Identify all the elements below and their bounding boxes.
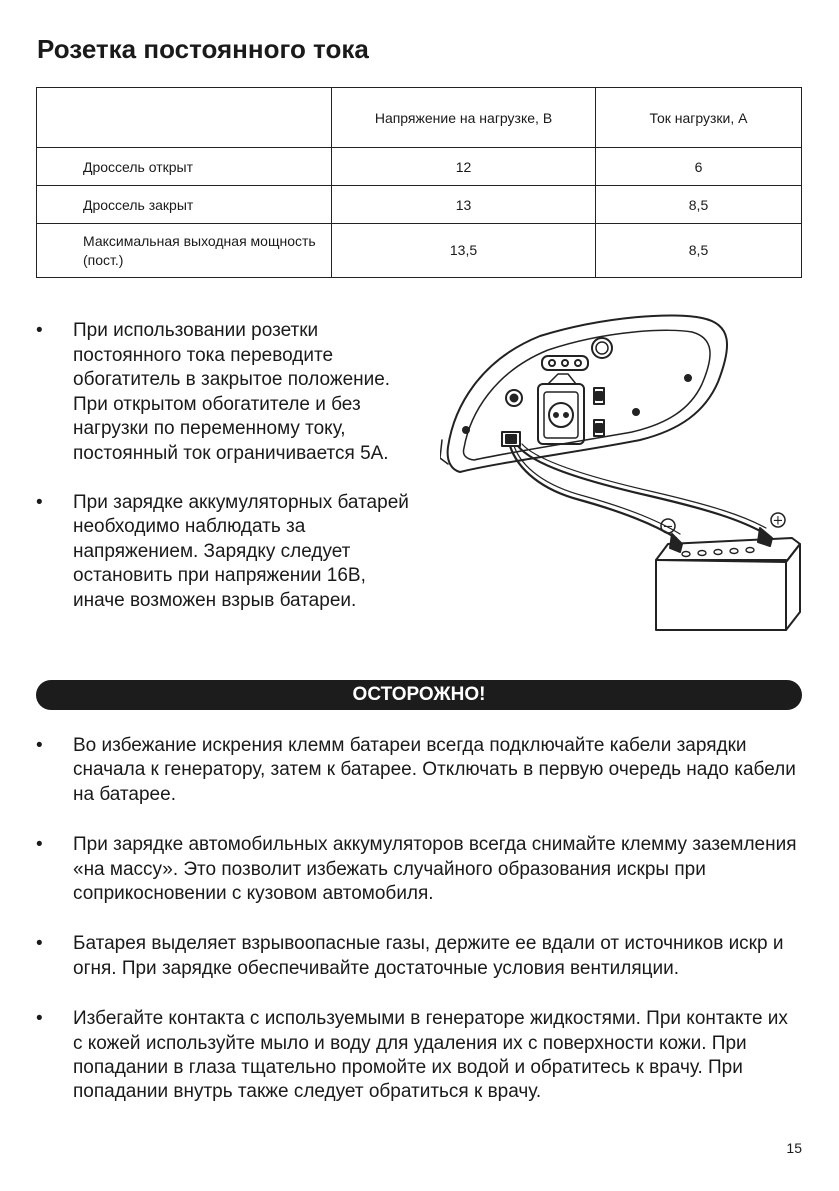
dc-terminal-core xyxy=(506,435,516,443)
list-item: • При зарядке аккумуляторных батарей необходимо наблюдать за напряжением. Зарядку следует остановить при напряжении 16В, иначе возможен взрыв батареи. xyxy=(36,491,416,614)
bullet-list-dc xyxy=(36,319,416,638)
table-row xyxy=(37,148,802,186)
table-cell: 13,5 xyxy=(332,224,596,278)
page-number: 15 xyxy=(786,1140,802,1156)
table-header-cell: Напряжение на нагрузке, В xyxy=(332,88,596,148)
page-title: Розетка постоянного тока xyxy=(37,34,369,64)
list-item: • При использовании розетки постоянного тока переводите обогатитель в закрытое положение. При открытом обогатителе и без нагрузки по переменному току, постоянный ток ограничивается 5А. xyxy=(36,319,416,467)
negative-cable-edge xyxy=(514,446,680,534)
screw-icon xyxy=(463,427,469,433)
list-item: • Батарея выделяет взрывоопасные газы, держите ее вдали от источников искр и огня. При зарядке обеспечивайте достаточные условия вентиляции. xyxy=(36,932,802,981)
table-cell: Дроссель закрыт xyxy=(37,186,332,224)
list-item: • Избегайте контакта с используемыми в генераторе жидкостями. При контакте их с кожей используйте мыло и воду для удаления их с поверхности кожи. При попадании в глаза тщательно промойте их водой и обратитесь к врачу. При попадании внутрь также следует обратиться к врачу. xyxy=(36,1007,802,1105)
table-header-cell: Ток нагрузки, А xyxy=(596,88,802,148)
caution-banner: ОСТОРОЖНО! xyxy=(36,680,802,710)
table-cell: 8,5 xyxy=(596,224,802,278)
socket-cover xyxy=(548,374,576,384)
plus-sign: + xyxy=(772,513,784,529)
dc-jack-core xyxy=(511,395,518,402)
switch-lever xyxy=(596,424,602,432)
table-cell: 8,5 xyxy=(596,186,802,224)
screw-icon xyxy=(633,409,639,415)
round-button xyxy=(592,338,612,358)
ac-socket-face xyxy=(549,403,573,427)
table-row xyxy=(37,186,802,224)
minus-sign: − xyxy=(662,519,674,535)
battery-body xyxy=(656,560,786,630)
screw-icon xyxy=(685,375,691,381)
table-cell: Дроссель открыт xyxy=(37,148,332,186)
table-cell: 13 xyxy=(332,186,596,224)
knob-icon xyxy=(575,360,581,366)
switch-lever xyxy=(596,392,602,400)
knob-icon xyxy=(549,360,555,366)
table-cell: 12 xyxy=(332,148,596,186)
ac-pin xyxy=(564,413,568,417)
generator-panel-inner xyxy=(463,330,710,460)
list-item: • Во избежание искрения клемм батареи всегда подключайте кабели зарядки сначала к генератору, затем к батарее. Отключать в первую очередь надо кабели на батарее. xyxy=(36,734,802,807)
caution-list xyxy=(36,734,802,1131)
round-button-inner xyxy=(596,342,608,354)
battery-caps xyxy=(682,548,754,557)
table-cell: 6 xyxy=(596,148,802,186)
knob-icon xyxy=(562,360,568,366)
list-item: • При зарядке автомобильных аккумуляторов всегда снимайте клемму заземления «на массу». Это позволит избежать случайного образования искры при соприкосновении с кузовом автомобиля. xyxy=(36,833,802,906)
table-cell: Максимальная выходная мощность (пост.) xyxy=(37,224,332,278)
table-row xyxy=(37,224,802,278)
generator-battery-illustration xyxy=(440,312,802,634)
ac-pin xyxy=(554,413,558,417)
table-header-cell xyxy=(37,88,332,148)
positive-cable-edge xyxy=(522,444,766,528)
dc-output-spec-table xyxy=(36,87,802,278)
positive-clamp xyxy=(758,528,772,546)
battery-side xyxy=(786,544,800,630)
table-header-row xyxy=(37,88,802,148)
